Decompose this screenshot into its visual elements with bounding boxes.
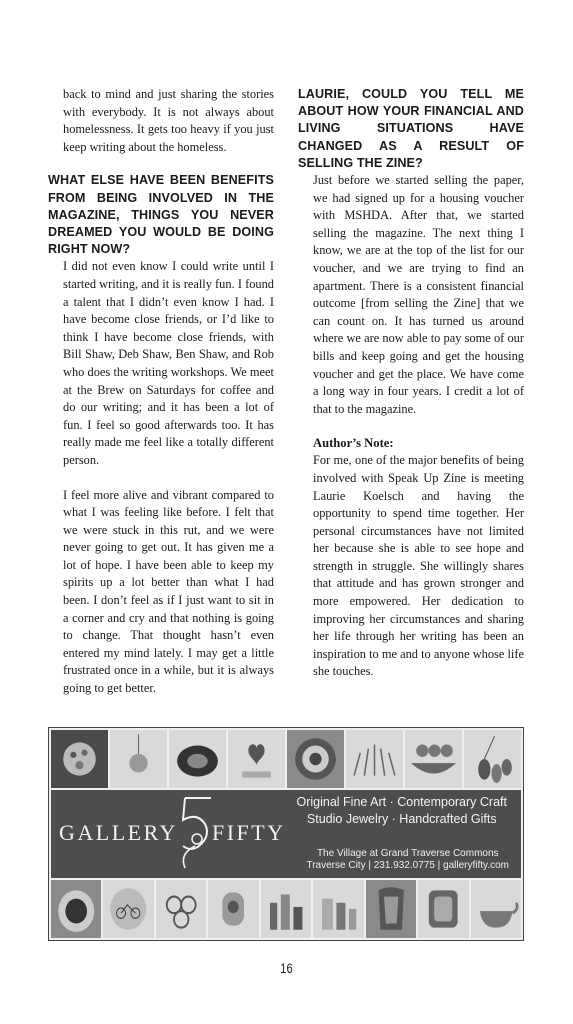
artwork-photo [110, 730, 167, 788]
artwork-photo [346, 730, 403, 788]
question-heading-benefits: WHAT ELSE HAVE BEEN BENEFITS FROM BEING INVOLVED IN THE MAGAZINE, THINGS YOU NEVER DREAMED YOU WOULD BE DOING RIGHT NOW? [48, 173, 274, 257]
logo-five-mark-icon [171, 790, 219, 874]
artwork-photo [313, 880, 363, 938]
artwork-photo [208, 880, 258, 938]
artwork-photo [418, 880, 468, 938]
artwork-photo [405, 730, 462, 788]
gallery-fifty-advertisement [48, 727, 524, 941]
tagline-line: Original Fine Art · Contemporary Craft [296, 795, 507, 809]
contact-line: Traverse City | 231.932.0775 | galleryfifty.com [306, 860, 509, 871]
artwork-photo [366, 880, 416, 938]
artwork-photo [51, 880, 101, 938]
logo-text-fifty: FIFTY [211, 820, 286, 845]
tagline-line: Studio Jewelry · Handcrafted Gifts [306, 812, 497, 826]
question-heading-financial: LAURIE, COULD YOU TELL ME ABOUT HOW YOUR FINANCIAL AND LIVING SITUATIONS HAVE CHANGED AS A RESULT OF SELLING THE ZINE? [298, 87, 524, 170]
artwork-photo-strip-bottom [51, 880, 521, 938]
right-column [298, 86, 524, 681]
answer-paragraph: Just before we started selling the paper, we had signed up for a housing voucher with MSHDA. After that, we started selling the magazine. The next thing I know, we are at the top of the list for our voucher, and we are trying to find an apartment. There is a consistent financial outcome [from selling the Zine] that we can count on. It has turned us around where we are now able to pay some of our bills and keep going and get the housing voucher and get the place. We have come a long way in four years. I credit a lot of that to the magazine. [313, 173, 524, 416]
artwork-photo [287, 730, 344, 788]
artwork-photo-strip-top [51, 730, 521, 788]
answer-paragraph: I feel more alive and vibrant compared to what I was feeling like before. I felt that we were stuck in this rut, and we were never going to get out. It has given me a lot of hope. I have been able to keep my spirits up a lot better than what I had been. I don’t feel as if I just want to sit in a corner and cry and that nothing is going to change. That thought hasn’t even entered my mind lately. I may get a little frustrated once in a while, but it is always going to get better. [63, 487, 274, 696]
authors-note-heading: Author’s Note: [313, 436, 394, 451]
gallery-logo-banner [51, 790, 521, 878]
artwork-photo [228, 730, 285, 788]
logo-text-gallery: GALLERY [59, 820, 178, 845]
answer-paragraph: I did not even know I could write until I started writing, and it is really fun. I found a talent that I didn’t even know I had. I have become close friends, or I’d like to think I have become close friends, with Bill Shaw, Deb Shaw, Ben Shaw, and Rob who does the writing workshops. We meet at the Brew on Saturdays for coffee and do our writing; and it has been a lot of fun. I feel so good afterwards too. It has really made me feel like a totally different person. [63, 259, 274, 467]
authors-note-paragraph: For me, one of the major benefits of being involved with Speak Up Zine is meeting Laurie Koelsch and having the opportunity to spend time together. Her personal circumstances have not limited her because she is able to see hope and strength in struggle. She willingly shares that attitude and has grown stronger and more empowered. Her dedication to improving her circumstances and sharing her life through her writing has been an inspiration to me and to anyone whose life she touches. [313, 453, 524, 679]
artwork-photo [169, 730, 226, 788]
page-number: 16 [280, 960, 293, 976]
gallery-address [306, 848, 509, 872]
left-column [48, 86, 274, 698]
artwork-photo [103, 880, 153, 938]
address-line: The Village at Grand Traverse Commons [316, 848, 499, 859]
artwork-photo [51, 730, 108, 788]
artwork-photo [261, 880, 311, 938]
artwork-photo [464, 730, 521, 788]
gallery-tagline [297, 794, 508, 828]
artwork-photo [471, 880, 521, 938]
intro-paragraph: back to mind and just sharing the stories with everybody. It is not always about homelessness. It gets too heavy if you just keep writing about the homeless. [63, 87, 274, 154]
artwork-photo [156, 880, 206, 938]
